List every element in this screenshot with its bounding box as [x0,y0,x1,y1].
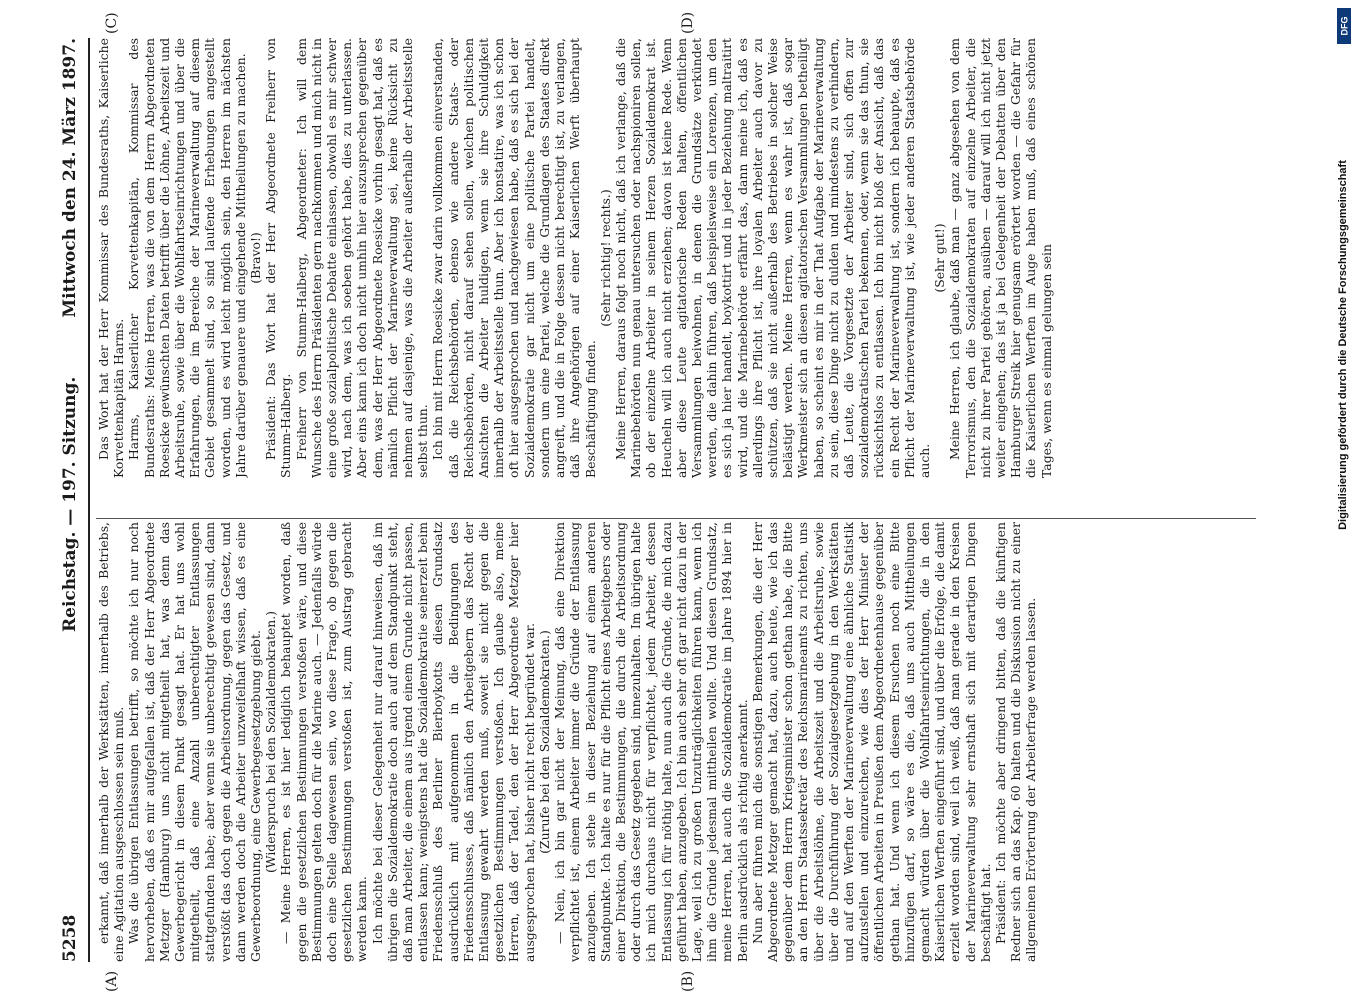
margin-letter-a: (A) [104,970,120,992]
digitization-credit [1337,8,1351,628]
paragraph: Nun aber führen mich die sonstigen Bemerkungen, die der Herr Abgeordnete Metzger gemacht hat, dazu, auch heute, wie ich das gegenüber dem Herrn Kriegsminister schon gethan habe, die Bitte an den Herrn Staatssekretär des Reichsmarineamts zu richten, uns über die Arbeitslöhne, die Arbeitszeit und die Arbeitsruhe, sowie über die Durchführung der Sozialgesetzgebung in den Werkstätten und auf den Werften der Marineverwaltung eine ähnliche Statistik aufzustellen und einzureichen, wie dies der Herr Minister der öffentlichen Arbeiten in Preußen dem Abgeordnetenhause gegenüber gethan hat. Und wenn ich diesem Ersuchen noch eine Bitte hinzufügen darf, so wäre es die, daß uns auch Mittheilungen gemacht würden über die Wohlfahrtseinrichtungen, die in den Kaiserlichen Werften eingeführt sind, und über die Erfolge, die damit erzielt worden sind, weil ich weiß, daß man gerade in den Kreisen der Marineverwaltung sehr ernsthaft sich mit derartigen Dingen beschäftigt hat. [749,522,993,962]
dfg-logo: DFG [1337,8,1351,44]
paragraph: Meine Herren, ich glaube, daß man — ganz abgesehen von dem Terrorismus, den die Sozialdemokraten auf einzelne Arbeiter, die nicht zu ihrer Partei gehören, ausüben — darauf will ich nicht jetzt weiter eingehen; das ist ja bei Gelegenheit der Debatten über den Hamburger Streik hier genugsam erörtert worden — die Gefahr für die Kaiserlichen Werften im Auge haben muß, daß eines schönen Tages, wenn es einmal gelungen sein [947,38,1054,478]
header-rule [88,38,90,962]
page-number: 5258 [60,914,80,962]
header-date: Mittwoch den 24. März 1897. [60,38,80,318]
credit-text: Digitalisierung gefördert durch die Deutsche Forschungsgemeinschaft [1337,160,1349,530]
margin-letter-b: (B) [680,970,696,992]
paragraph: Präsident: Das Wort hat der Herr Abgeordnete Freiherr von Stumm-Halberg. [263,38,294,478]
interjection: (Bravo!) [248,232,264,284]
column-divider [96,518,1256,519]
paragraph: Ich bin mit Herrn Roesicke zwar darin vollkommen einverstanden, daß die Reichsbehörden, ebenso wie andere Staats- oder Reichsbehörden, nicht darauf sehen sollen, welchen politischen Ansichten die Arbeiter huldigen, wenn sie ihre Schuldigkeit innerhalb der Arbeitsstelle thun. Aber ich konstatire, was ich schon oft hier ausgesprochen und nachgewiesen habe, daß es sich bei der Sozialdemokratie gar nicht um eine politische Partei handelt, sondern um eine Partei, welche die Grundlagen des Staates direkt angreift, und die in Folge dessen nicht berechtigt ist, zu verlangen, daß ihre Angehörigen auf einer Kaiserlichen Werft überhaupt Beschäftigung finden. [430,38,598,478]
margin-letter-c: (C) [104,12,120,34]
paragraph: Präsident: Ich möchte aber dringend bitten, daß die künftigen Redner sich an das Kap. 60 halten und die Diskussion nicht zu einer allgemeinen Erörterung der Arbeiterfrage werden lassen. [992,522,1039,962]
margin-letter-d: (D) [680,11,696,34]
paragraph: — Nein, ich bin gar nicht der Meinung, daß eine Direktion verpflichtet ist, einem Arbeiter immer die Gründe der Entlassung anzugeben. Ich stehe in dieser Beziehung auf einem anderen Standpunkte. Ich halte es nur für die Pflicht eines Arbeitgebers oder einer Direktion, die Bestimmungen, die durch die Arbeitsordnung oder durch das Gesetz gegeben sind, innezuhalten. Im übrigen halte ich mich durchaus nicht für verpflichtet, jedem Arbeiter, dessen Entlassung ich für nöthig halte, nun auch die Gründe, die mich dazu geführt haben, anzugeben. Ich bin auch sehr oft gar nicht dazu in der Lage, weil ich zu großen Unzuträglichkeiten führen kann, wenn ich ihm die Gründe jedesmal mittheilen wollte. Und diesen Grundsatz, meine Herren, hat auch die Sozialdemokratie im Jahre 1894 hier in Berlin ausdrücklich als richtig anerkannt. [552,522,750,962]
paragraph: Was die übrigen Entlassungen betrifft, so möchte ich nur noch hervorheben, daß es mir aufgefallen ist, daß der Herr Abgeordnete Metzger (Hamburg) uns nicht mitgetheilt hat, was denn das Gewerbegericht in diesem Punkt gesagt hat. Er hat uns wohl mitgetheilt, daß eine Anzahl unberechtigter Entlassungen stattgefunden habe; aber wenn sie unberechtigt gewesen sind, dann verstößt das doch gegen die Arbeitsordnung, gegen das Gesetz, und dann werden doch die Arbeiter unzweifelhaft wissen, daß es eine Gewerbeordnung, eine Gewerbegesetzgebung giebt. [126,522,264,962]
interjection: (Zurufe bei den Sozialdemokraten.) [536,630,552,854]
paragraph: — Meine Herren, es ist hier lediglich behauptet worden, daß gegen die gesetzlichen Bestimmungen verstoßen wäre, und diese Bestimmungen gelten doch für die Marine auch. — Jedenfalls würde doch eine Stelle dagewesen sein, wo diese Frage, ob gegen die gesetzlichen Bestimmungen verstoßen ist, zum Austrag gebracht werden kann. [278,522,370,962]
paragraph: Freiherr von Stumm-Halberg, Abgeordneter: Ich will dem Wunsche des Herrn Präsidenten gern nachkommen und mich nicht in eine große sozialpolitische Debatte einlassen, obwohl es mir schwer wird, nach dem, was ich soeben gehört habe, dies zu unterlassen. Aber eins kann ich doch nicht umhin hier auszusprechen gegenüber dem, was der Herr Abgeordnete Roesicke vorhin gesagt hat, daß es nämlich Pflicht der Marineverwaltung sei, keine Rücksicht zu nehmen auf dasjenige, was die Arbeiter außerhalb der Arbeitsstelle selbst thun. [293,38,431,478]
running-head [56,38,86,962]
paragraph: Das Wort hat der Herr Kommissar des Bundesraths, Kaiserliche Korvettenkapitän Harms. [96,38,127,478]
paragraph: Meine Herren, daraus folgt noch nicht, daß ich verlange, daß die Marinebehörden nun genau untersuchen oder nachspioniren sollen, ob der einzelne Arbeiter in seinem Herzen Sozialdemokrat ist. Heucheln will ich auch nicht erziehen; davon ist keine Rede. Wenn aber diese Leute agitatorische Reden halten, öffentlichen Versammlungen beiwohnen, in denen die Grundsätze verkündet werden, die dahin führen, daß beispielsweise ein Lorenzen, um den es sich ja hier handelt, boykottirt und in jeder Beziehung maltraitirt wird, und die Marinebehörde erfährt das, dann meine ich, daß es allerdings ihre Pflicht ist, ihre loyalen Arbeiter auch davor zu schützen, daß sie nicht außerhalb des Betriebes in solcher Weise belästigt werden. Meine Herren, wenn es wahr ist, daß sogar Werkmeister sich an diesen agitatorischen Versammlungen betheiligt haben, so scheint es mir in der That Aufgabe der Marineverwaltung zu sein, diese Dinge nicht zu dulden und mindestens zu verhindern, daß Leute, die Vorgesetzte der Arbeiter sind, sich offen zur sozialdemokratischen Partei bekennen, oder, wenn sie das thun, sie rücksichtslos zu entlassen. Ich bin nicht bloß der Ansicht, daß das ein Recht der Marineverwaltung ist, sondern ich behaupte, daß es Pflicht der Marineverwaltung ist, wie jeder anderen Staatsbehörde auch. [612,38,932,478]
interjection: (Sehr gut!) [932,223,948,293]
paragraph: erkannt, daß innerhalb der Werkstätten, innerhalb des Betriebs, eine Agitation ausgeschlossen sein muß. [96,522,127,962]
paragraph: Ich möchte bei dieser Gelegenheit nur darauf hinweisen, daß im übrigen die Sozialdemokratie doch auch auf dem Standpunkt steht, daß man Arbeiter, die einem aus irgend einem Grunde nicht passen, entlassen kann; wenigstens hat die Sozialdemokratie seinerzeit beim Friedensschluß des Berliner Bierboykotts diesen Grundsatz ausdrücklich mit aufgenommen in die Bedingungen des Friedensschlusses, daß nämlich den Arbeitgebern das Recht der Entlassung gewahrt werden muß, soweit sie nicht gegen die gesetzlichen Bestimmungen verstoßen. Ich glaube also, meine Herren, daß der Tadel, den der Herr Abgeordnete Metzger hier ausgesprochen hat, bisher nicht recht begründet war. [369,522,537,962]
interjection: (Sehr richtig! rechts.) [597,189,613,327]
header-session: Reichstag. — 197. Sitzung. [60,376,80,632]
paragraph: Harms, Kaiserlicher Korvettenkapitän, Kommissar des Bundesraths: Meine Herren, was die von dem Herrn Abgeordneten Roesicke gewünschten Daten betrifft über die Löhne, Arbeitszeit und Arbeitsruhe, sowie über die Wohlfahrtseinrichtungen und über die Erfahrungen, die im Bereiche der Marineverwaltung auf diesem Gebiet gesammelt sind, so sind laufende Erhebungen angestellt worden, und es wird leicht möglich sein, den Herren im nächsten Jahre darüber genauere und eingehende Mittheilungen zu machen. [126,38,248,478]
right-column [96,38,1256,478]
interjection: (Widerspruch bei den Sozialdemokraten.) [263,610,279,874]
left-column [96,522,1256,962]
